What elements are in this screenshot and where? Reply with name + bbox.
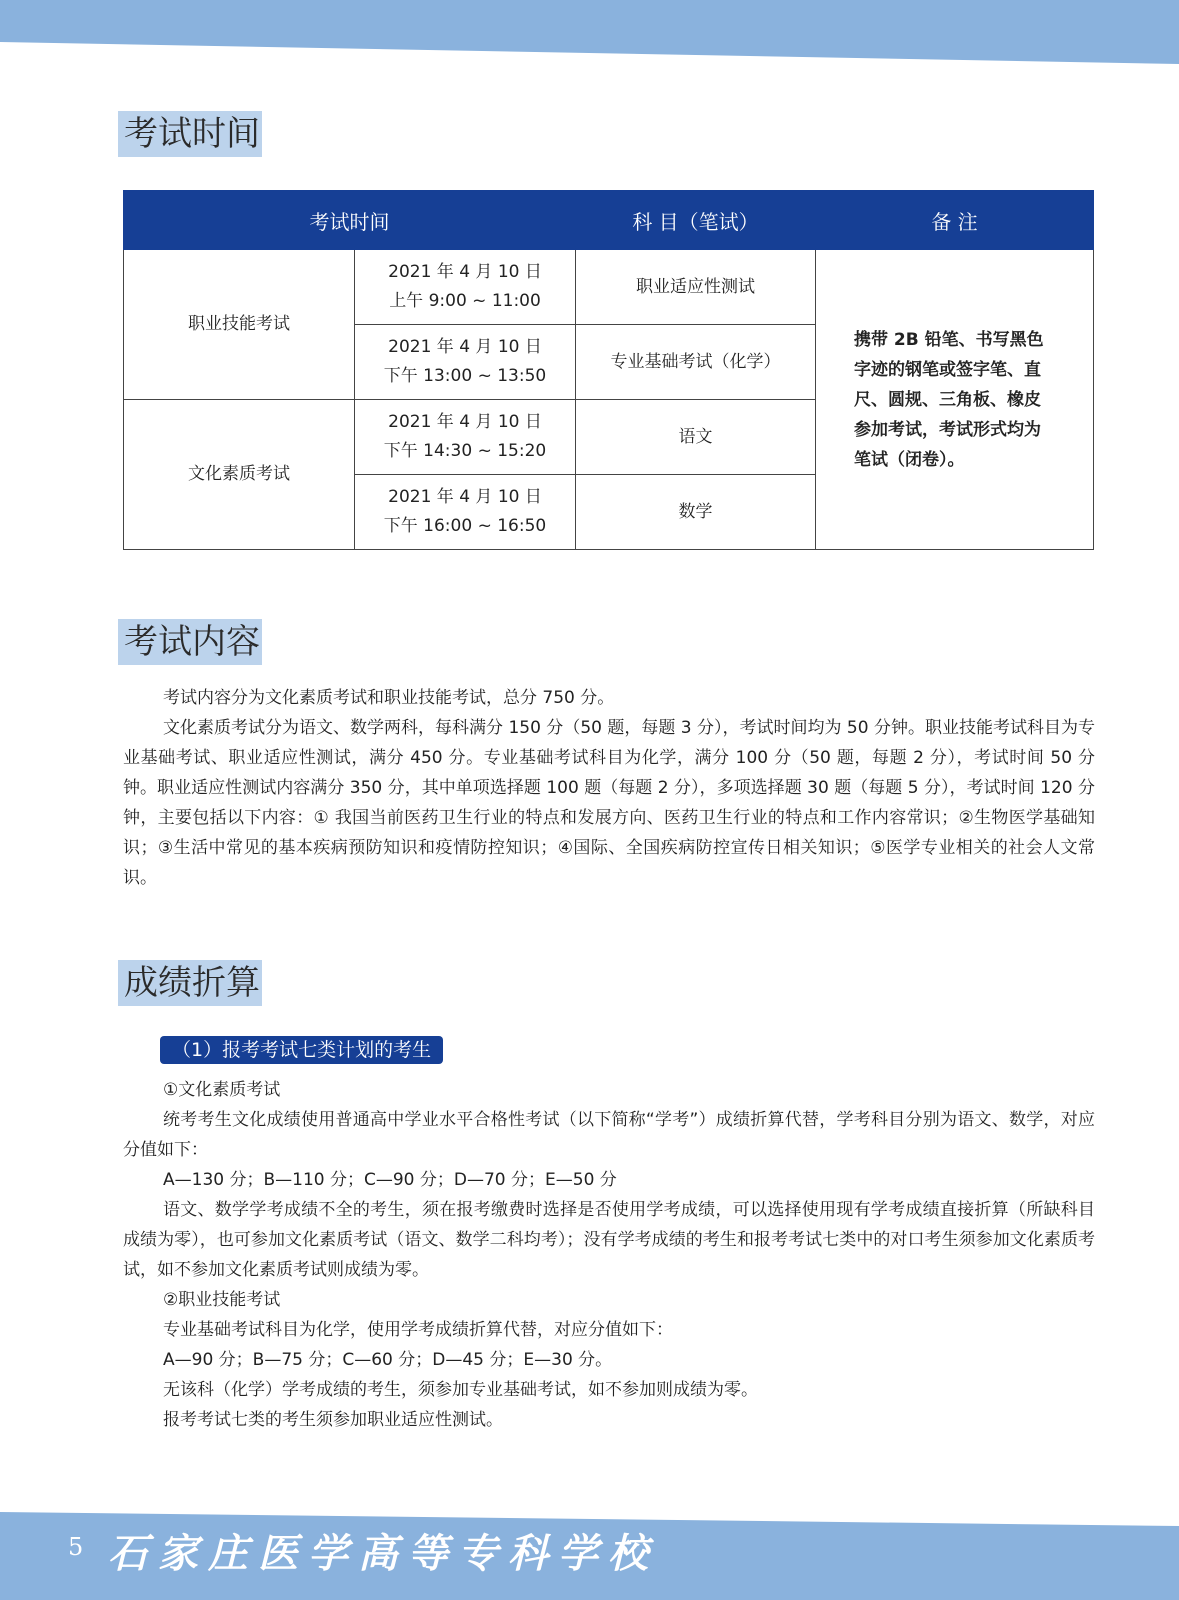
time-cell [355, 325, 576, 400]
header-note: 备 注 [816, 191, 1094, 250]
subheading: ②职业技能考试 [163, 1290, 281, 1310]
school-name: 石家庄医学高等专科学校 [108, 1530, 658, 1577]
subject-cell: 专业基础考试（化学） [576, 325, 816, 400]
paragraph: 专业基础考试科目为化学，使用学考成绩折算代替，对应分值如下： [163, 1320, 673, 1340]
paragraph: 考试内容分为文化素质考试和职业技能考试，总分 750 分。 [163, 688, 615, 708]
header-subject: 科 目（笔试） [576, 191, 816, 250]
time-text: 下午 13:00 ~ 13:50 [383, 366, 547, 386]
date-text: 2021 年 4 月 10 日 [388, 337, 542, 357]
table-row [124, 250, 1094, 325]
exam-schedule-table [123, 190, 1094, 550]
section-title-score-conversion: 成绩折算 [118, 960, 262, 1006]
subheading: ①文化素质考试 [163, 1080, 281, 1100]
group-label: 职业技能考试 [124, 250, 355, 400]
score-conversion-text [123, 1075, 1095, 1435]
header-exam-time: 考试时间 [124, 191, 576, 250]
date-text: 2021 年 4 月 10 日 [388, 487, 542, 507]
exam-content-text [123, 683, 1095, 893]
time-text: 上午 9:00 ~ 11:00 [389, 291, 541, 311]
note-cell: 携带 2B 铅笔、书写黑色字迹的钢笔或签字笔、直尺、圆规、三角板、橡皮参加考试，考试形式均为笔试（闭卷）。 [816, 250, 1094, 550]
subject-cell: 职业适应性测试 [576, 250, 816, 325]
section-title-exam-time: 考试时间 [118, 111, 262, 157]
time-cell [355, 475, 576, 550]
time-text: 下午 14:30 ~ 15:20 [383, 441, 547, 461]
paragraph: 无该科（化学）学考成绩的考生，须参加专业基础考试，如不参加则成绩为零。 [163, 1380, 758, 1400]
group-label: 文化素质考试 [124, 400, 355, 550]
date-text: 2021 年 4 月 10 日 [388, 262, 542, 282]
page-number: 5 [68, 1533, 84, 1561]
time-text: 下午 16:00 ~ 16:50 [383, 516, 547, 536]
time-cell [355, 250, 576, 325]
paragraph: 统考考生文化成绩使用普通高中学业水平合格性考试（以下简称“学考”）成绩折算代替，学考科目分别为语文、数学，对应分值如下： [123, 1110, 1095, 1160]
subject-cell: 语文 [576, 400, 816, 475]
paragraph: 文化素质考试分为语文、数学两科，每科满分 150 分（50 题，每题 3 分），考试时间均为 50 分钟。职业技能考试科目为专业基础考试、职业适应性测试，满分 450 分。专业基础考试科目为化学，满分 100 分（50 题，每题 2 分），考试时间 50 分钟。职业适应性测试内容满分 350 分，其中单项选择题 100 题（每题 2 分），多项选择题 30 题（每题 5 分），考试时间 120 分钟，主要包括以下内容：① 我国当前医药卫生行业的特点和发展方向、医药卫生行业的特点和工作内容常识；②生物医学基础知识；③生活中常见的基本疾病预防知识和疫情防控知识；④国际、全国疾病防控宣传日相关知识；⑤医学专业相关的社会人文常识。 [123, 718, 1095, 888]
sub-section-tag: （1）报考考试七类计划的考生 [160, 1036, 443, 1064]
paragraph: 报考考试七类的考生须参加职业适应性测试。 [163, 1410, 503, 1430]
date-text: 2021 年 4 月 10 日 [388, 412, 542, 432]
paragraph: 语文、数学学考成绩不全的考生，须在报考缴费时选择是否使用学考成绩，可以选择使用现有学考成绩直接折算（所缺科目成绩为零），也可参加文化素质考试（语文、数学二科均考）；没有学考成绩的考生和报考考试七类中的对口考生须参加文化素质考试，如不参加文化素质考试则成绩为零。 [123, 1200, 1095, 1280]
grade-line: A—90 分；B—75 分；C—60 分；D—45 分；E—30 分。 [163, 1350, 613, 1370]
time-cell [355, 400, 576, 475]
top-decor-band [0, 0, 1179, 70]
section-title-exam-content: 考试内容 [118, 619, 262, 665]
grade-line: A—130 分；B—110 分；C—90 分；D—70 分；E—50 分 [163, 1170, 617, 1190]
subject-cell: 数学 [576, 475, 816, 550]
